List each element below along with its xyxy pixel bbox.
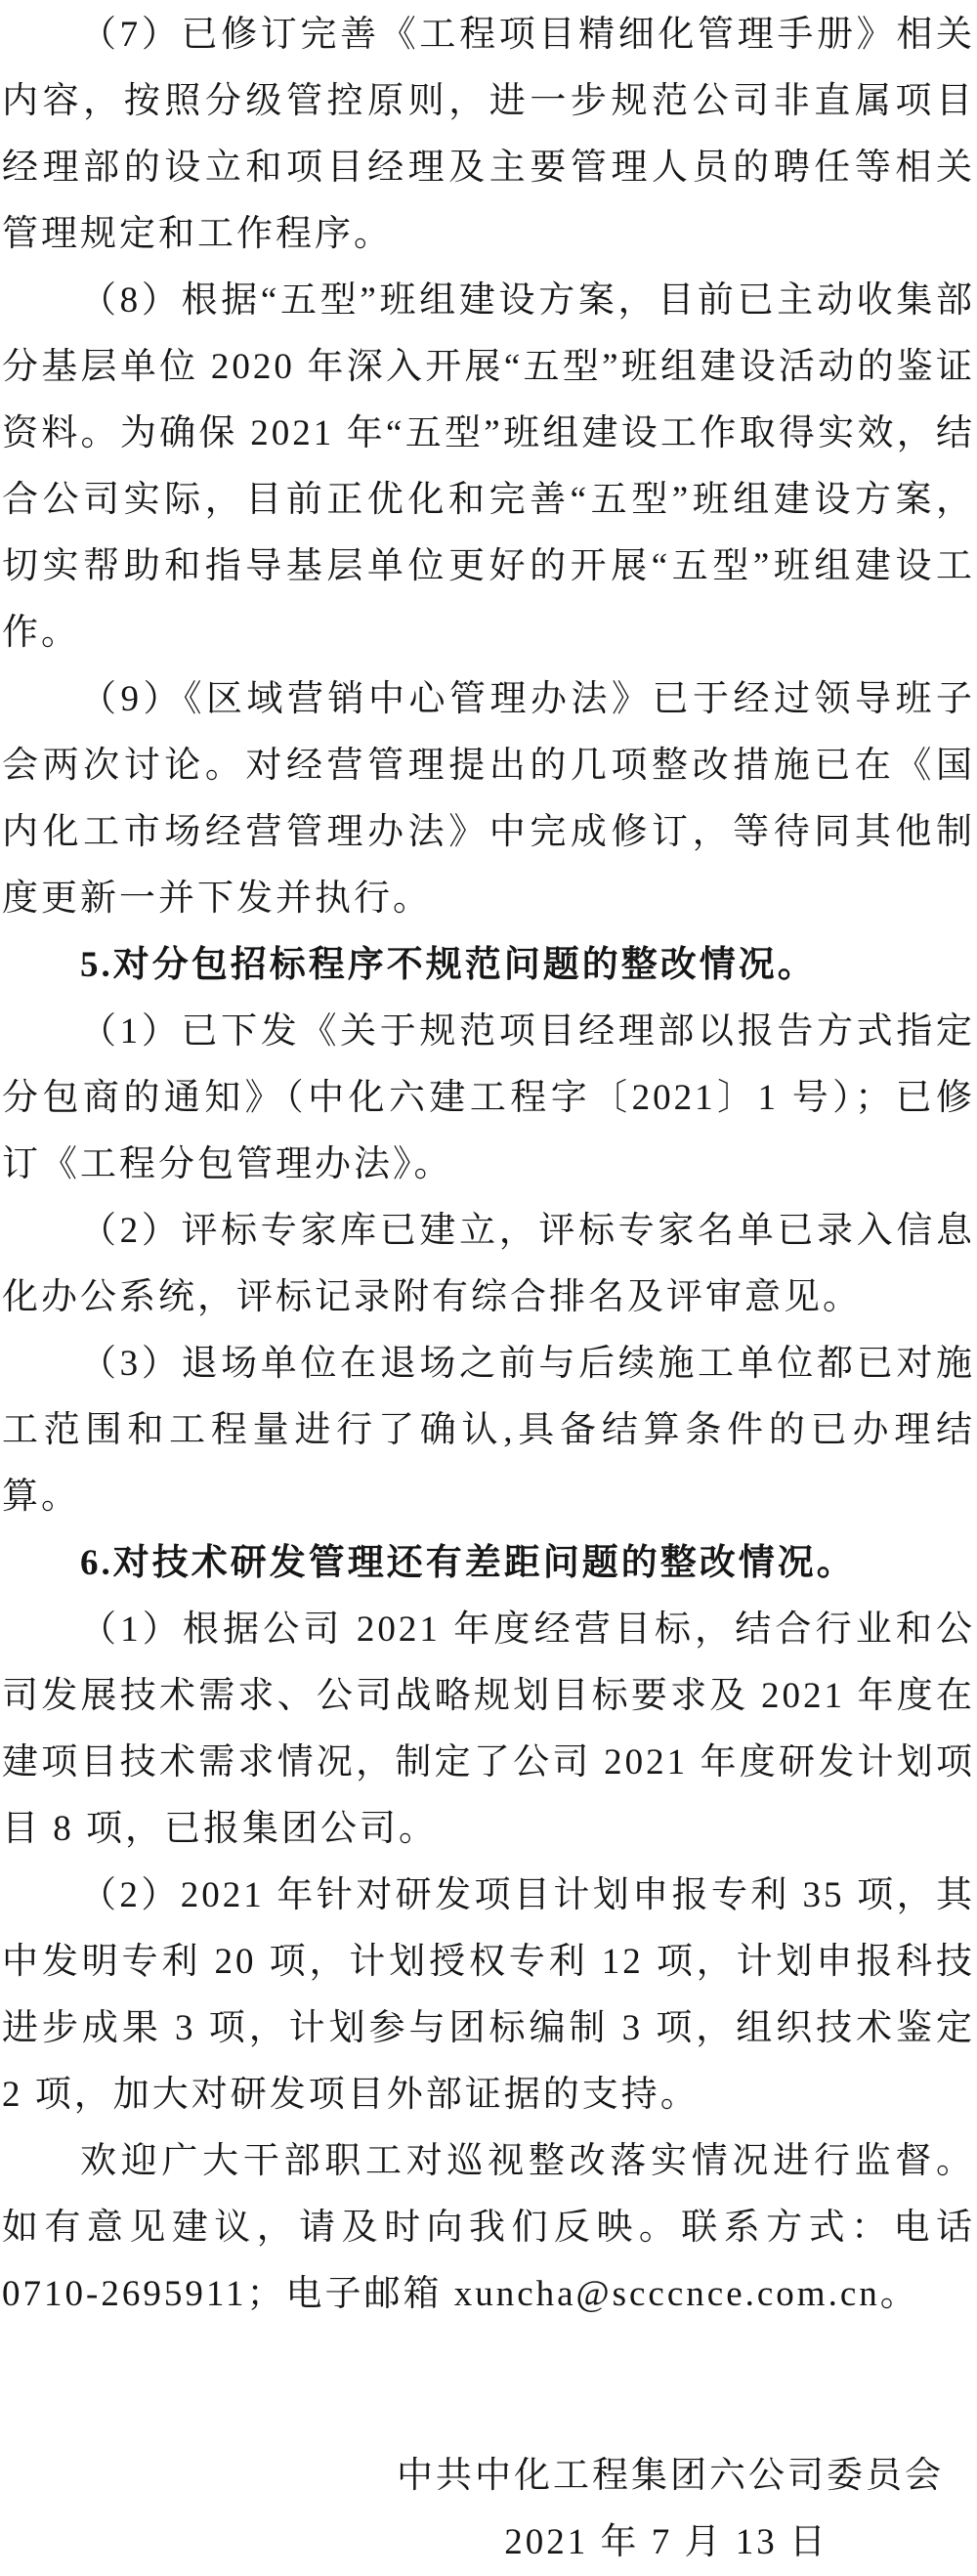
paragraph: 欢迎广大干部职工对巡视整改落实情况进行监督。如有意见建议，请及时向我们反映。联系方式：电话 0710-2695911；电子邮箱 xuncha@scccnce.com.cn。	[2, 2141, 975, 2314]
signature-org: 中共中化工程集团六公司委员会	[397, 2456, 944, 2496]
document-body	[2, 2, 975, 2328]
paragraph: （3）退场单位在退场之前与后续施工单位都已对施工范围和工程量进行了确认,具备结算条件的已办理结算。	[2, 1344, 975, 1517]
paragraph: （2）2021 年针对研发项目计划申报专利 35 项，其中发明专利 20 项，计划授权专利 12 项，计划申报科技进步成果 3 项，计划参与团标编制 3 项，组织技术鉴定 2 项，加大对研发项目外部证据的支持。	[2, 1875, 975, 2115]
paragraph: （7）已修订完善《工程项目精细化管理手册》相关内容，按照分级管控原则，进一步规范公司非直属项目经理部的设立和项目经理及主要管理人员的聘任等相关管理规定和工作程序。	[2, 15, 975, 254]
paragraph: （8）根据“五型”班组建设方案，目前已主动收集部分基层单位 2020 年深入开展“五型”班组建设活动的鉴证资料。为确保 2021 年“五型”班组建设工作取得实效，结合公司实际，目前正优化和完善“五型”班组建设方案，切实帮助和指导基层单位更好的开展“五型”班组建设工作。	[2, 280, 975, 653]
section-heading: 6.对技术研发管理还有差距问题的整改情况。	[80, 1543, 856, 1583]
paragraph: （9）《区域营销中心管理办法》已于经过领导班子会两次讨论。对经营管理提出的几项整改措施已在《国内化工市场经营管理办法》中完成修订，等待同其他制度更新一并下发并执行。	[2, 679, 975, 919]
paragraph: （1）已下发《关于规范项目经理部以报告方式指定分包商的通知》（中化六建工程字〔2021〕1 号）；已修订《工程分包管理办法》。	[2, 1011, 975, 1184]
section-heading: 5.对分包招标程序不规范问题的整改情况。	[80, 945, 817, 985]
signature-block	[2, 2443, 975, 2576]
paragraph: （2）评标专家库已建立，评标专家名单已录入信息化办公系统，评标记录附有综合排名及评审意见。	[2, 1211, 975, 1317]
signature-date: 2021 年 7 月 13 日	[504, 2522, 828, 2562]
paragraph: （1）根据公司 2021 年度经营目标，结合行业和公司发展技术需求、公司战略规划目标要求及 2021 年度在建项目技术需求情况，制定了公司 2021 年度研发计划项目 8 项，已报集团公司。	[2, 1610, 975, 1849]
